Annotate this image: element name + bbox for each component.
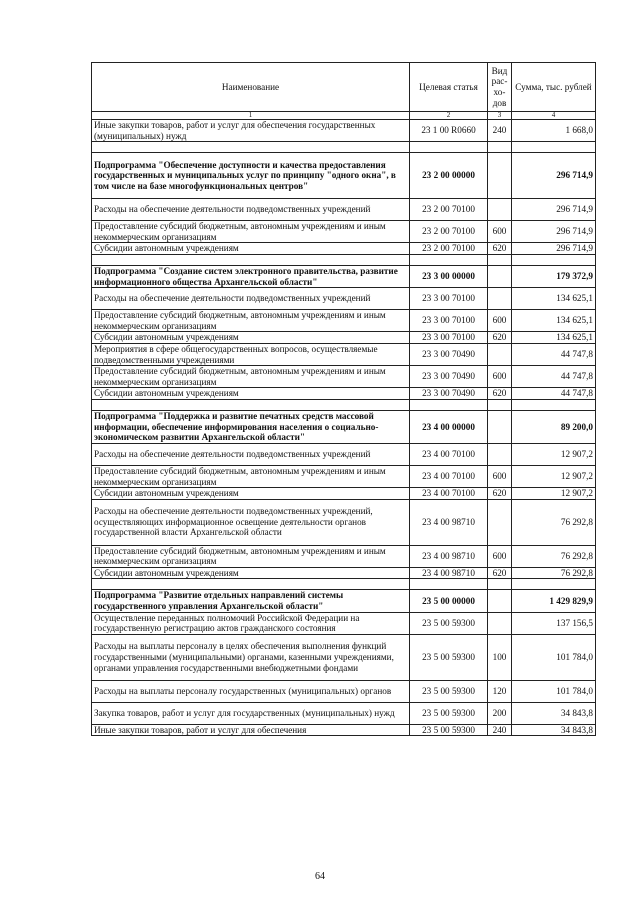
cell-type: 200	[488, 702, 512, 724]
cell-type: 240	[488, 120, 512, 142]
cell-type	[488, 579, 512, 590]
cell-name: Субсидии автономным учреждениям	[92, 388, 410, 400]
column-number: 2	[410, 112, 488, 120]
cell-name: Подпрограмма "Создание систем электронного правительства, развитие информационного общества Архангельской области"	[92, 265, 410, 287]
cell-name: Подпрограмма "Поддержка и развитие печатных средств массовой информации, обеспечение информирования населения о социально-экономическом развитии Архангельской области"	[92, 410, 410, 443]
cell-type: 600	[488, 221, 512, 243]
cell-type: 620	[488, 332, 512, 344]
cell-code: 23 3 00 70490	[410, 388, 488, 400]
cell-code: 23 4 00 70100	[410, 488, 488, 500]
table-row	[92, 120, 596, 142]
subprogram-row	[92, 590, 596, 612]
table-row	[92, 288, 596, 310]
cell-type: 620	[488, 388, 512, 400]
cell-name	[92, 399, 410, 410]
cell-sum: 12 907,2	[512, 488, 596, 500]
cell-sum: 44 747,8	[512, 343, 596, 365]
cell-code	[410, 579, 488, 590]
cell-name: Расходы на обеспечение деятельности подведомственных учреждений	[92, 443, 410, 465]
table-row	[92, 199, 596, 221]
table-row	[92, 388, 596, 400]
table-row	[92, 221, 596, 243]
table-row	[92, 724, 596, 736]
cell-sum: 137 156,5	[512, 612, 596, 634]
cell-sum: 296 714,9	[512, 153, 596, 199]
page-number: 64	[315, 871, 325, 882]
subprogram-row	[92, 410, 596, 443]
table-row	[92, 567, 596, 579]
header-code: Целевая статья	[410, 63, 488, 112]
cell-name: Расходы на обеспечение деятельности подведомственных учреждений	[92, 199, 410, 221]
table-row	[92, 310, 596, 332]
cell-type	[488, 254, 512, 265]
cell-name: Иные закупки товаров, работ и услуг для обеспечения государственных (муниципальных) нужд	[92, 120, 410, 142]
cell-type: 120	[488, 680, 512, 702]
cell-type	[488, 142, 512, 153]
cell-name: Предоставление субсидий бюджетным, автономным учреждениям и иным некоммерческим организациям	[92, 310, 410, 332]
spacer-row	[92, 254, 596, 265]
cell-name	[92, 254, 410, 265]
cell-code: 23 5 00 59300	[410, 680, 488, 702]
budget-table-body	[92, 63, 596, 736]
cell-name: Субсидии автономным учреждениям	[92, 243, 410, 255]
cell-name: Предоставление субсидий бюджетным, автономным учреждениям и иным некоммерческим организациям	[92, 366, 410, 388]
spacer-row	[92, 579, 596, 590]
cell-sum	[512, 399, 596, 410]
cell-code	[410, 399, 488, 410]
cell-type: 620	[488, 243, 512, 255]
cell-type	[488, 199, 512, 221]
cell-code: 23 5 00 00000	[410, 590, 488, 612]
table-row	[92, 343, 596, 365]
cell-sum: 12 907,2	[512, 443, 596, 465]
cell-type	[488, 443, 512, 465]
cell-type: 600	[488, 465, 512, 487]
cell-sum: 76 292,8	[512, 567, 596, 579]
cell-name: Иные закупки товаров, работ и услуг для обеспечения	[92, 724, 410, 736]
cell-sum: 134 625,1	[512, 288, 596, 310]
cell-code: 23 5 00 59300	[410, 724, 488, 736]
cell-type	[488, 499, 512, 545]
cell-sum: 134 625,1	[512, 310, 596, 332]
cell-sum: 44 747,8	[512, 388, 596, 400]
cell-sum: 34 843,8	[512, 702, 596, 724]
cell-name: Субсидии автономным учреждениям	[92, 567, 410, 579]
cell-name	[92, 142, 410, 153]
table-header-row	[92, 63, 596, 112]
cell-type: 620	[488, 567, 512, 579]
cell-code: 23 2 00 70100	[410, 199, 488, 221]
cell-sum: 296 714,9	[512, 243, 596, 255]
cell-code: 23 2 00 70100	[410, 243, 488, 255]
cell-code: 23 2 00 00000	[410, 153, 488, 199]
cell-type	[488, 399, 512, 410]
cell-sum	[512, 254, 596, 265]
cell-name: Осуществление переданных полномочий Российской Федерации на государственную регистрацию актов гражданского состояния	[92, 612, 410, 634]
cell-code: 23 1 00 R0660	[410, 120, 488, 142]
cell-name: Расходы на выплаты персоналу государственных (муниципальных) органов	[92, 680, 410, 702]
cell-type: 600	[488, 310, 512, 332]
cell-code: 23 3 00 70100	[410, 332, 488, 344]
subprogram-row	[92, 265, 596, 287]
cell-sum: 1 668,0	[512, 120, 596, 142]
cell-name: Подпрограмма "Обеспечение доступности и качества предоставления государственных и муниципальных услуг по принципу "одного окна", в том числе на базе многофункциональных центров"	[92, 153, 410, 199]
table-row	[92, 612, 596, 634]
cell-sum: 76 292,8	[512, 499, 596, 545]
cell-name: Субсидии автономным учреждениям	[92, 332, 410, 344]
cell-type: 620	[488, 488, 512, 500]
cell-type	[488, 343, 512, 365]
budget-table	[91, 62, 596, 736]
cell-sum: 44 747,8	[512, 366, 596, 388]
cell-sum	[512, 579, 596, 590]
cell-name: Предоставление субсидий бюджетным, автономным учреждениям и иным некоммерческим организациям	[92, 545, 410, 567]
cell-name: Расходы на обеспечение деятельности подведомственных учреждений, осуществляющих информационное освещение деятельности органов государственной власти Архангельской области	[92, 499, 410, 545]
cell-name: Расходы на выплаты персоналу в целях обеспечения выполнения функций государственными (муниципальными) органами, казенными учреждениями, органами управления государственными внебюджетными фондами	[92, 634, 410, 680]
cell-type	[488, 288, 512, 310]
cell-type: 600	[488, 366, 512, 388]
cell-code: 23 3 00 70100	[410, 310, 488, 332]
cell-code: 23 5 00 59300	[410, 702, 488, 724]
cell-code: 23 3 00 70490	[410, 343, 488, 365]
cell-sum: 134 625,1	[512, 332, 596, 344]
cell-name: Мероприятия в сфере общегосударственных вопросов, осуществляемые подведомственными учреждениями	[92, 343, 410, 365]
cell-code: 23 5 00 59300	[410, 634, 488, 680]
cell-type	[488, 153, 512, 199]
column-number: 4	[512, 112, 596, 120]
header-name: Наименование	[92, 63, 410, 112]
cell-sum: 296 714,9	[512, 199, 596, 221]
column-number: 3	[488, 112, 512, 120]
subprogram-row	[92, 153, 596, 199]
table-row	[92, 443, 596, 465]
cell-code: 23 5 00 59300	[410, 612, 488, 634]
cell-sum: 12 907,2	[512, 465, 596, 487]
cell-name: Субсидии автономным учреждениям	[92, 488, 410, 500]
cell-sum: 179 372,9	[512, 265, 596, 287]
table-row	[92, 499, 596, 545]
cell-code: 23 4 00 00000	[410, 410, 488, 443]
cell-type: 100	[488, 634, 512, 680]
table-row	[92, 634, 596, 680]
cell-sum: 89 200,0	[512, 410, 596, 443]
cell-code: 23 4 00 70100	[410, 465, 488, 487]
cell-type	[488, 265, 512, 287]
cell-code	[410, 254, 488, 265]
header-sum: Сумма, тыс. рублей	[512, 63, 596, 112]
cell-code: 23 4 00 70100	[410, 443, 488, 465]
cell-code: 23 3 00 70100	[410, 288, 488, 310]
table-row	[92, 243, 596, 255]
cell-code: 23 4 00 98710	[410, 545, 488, 567]
cell-type	[488, 590, 512, 612]
cell-code: 23 4 00 98710	[410, 499, 488, 545]
cell-code	[410, 142, 488, 153]
table-row	[92, 465, 596, 487]
table-row	[92, 680, 596, 702]
cell-code: 23 3 00 00000	[410, 265, 488, 287]
cell-type: 240	[488, 724, 512, 736]
spacer-row	[92, 399, 596, 410]
cell-sum: 101 784,0	[512, 680, 596, 702]
cell-sum	[512, 142, 596, 153]
cell-sum: 76 292,8	[512, 545, 596, 567]
cell-name: Предоставление субсидий бюджетным, автономным учреждениям и иным некоммерческим организациям	[92, 465, 410, 487]
cell-code: 23 4 00 98710	[410, 567, 488, 579]
table-row	[92, 488, 596, 500]
cell-sum: 101 784,0	[512, 634, 596, 680]
cell-code: 23 3 00 70490	[410, 366, 488, 388]
cell-type: 600	[488, 545, 512, 567]
table-row	[92, 366, 596, 388]
cell-name: Предоставление субсидий бюджетным, автономным учреждениям и иным некоммерческим организациям	[92, 221, 410, 243]
cell-code: 23 2 00 70100	[410, 221, 488, 243]
table-row	[92, 332, 596, 344]
cell-type	[488, 410, 512, 443]
column-number-row	[92, 112, 596, 120]
cell-type	[488, 612, 512, 634]
cell-name: Подпрограмма "Развитие отдельных направлений системы государственного управления Архангельской области"	[92, 590, 410, 612]
cell-name	[92, 579, 410, 590]
table-row	[92, 702, 596, 724]
table-row	[92, 545, 596, 567]
spacer-row	[92, 142, 596, 153]
cell-sum: 1 429 829,9	[512, 590, 596, 612]
column-number: 1	[92, 112, 410, 120]
cell-name: Расходы на обеспечение деятельности подведомственных учреждений	[92, 288, 410, 310]
cell-name: Закупка товаров, работ и услуг для государственных (муниципальных) нужд	[92, 702, 410, 724]
header-type: Вид рас-хо-дов	[488, 63, 512, 112]
cell-sum: 34 843,8	[512, 724, 596, 736]
cell-sum: 296 714,9	[512, 221, 596, 243]
